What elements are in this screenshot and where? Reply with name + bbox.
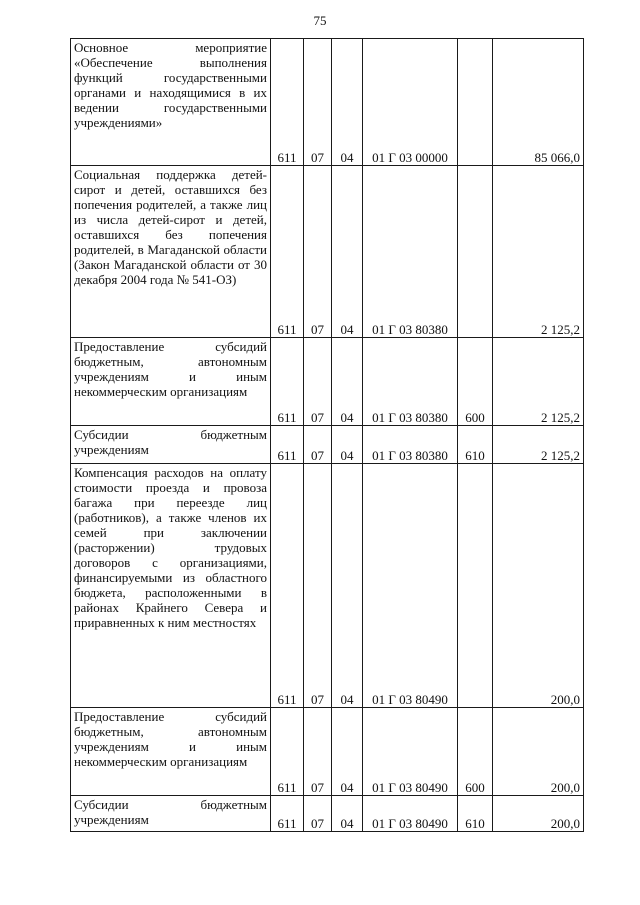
target-code: 01 Г 03 80490 bbox=[363, 464, 458, 708]
subsection-code: 04 bbox=[332, 338, 363, 426]
expense-type-code bbox=[458, 39, 493, 166]
budget-table bbox=[70, 38, 584, 832]
section-code: 07 bbox=[304, 39, 332, 166]
table-row bbox=[71, 39, 584, 166]
amount: 2 125,2 bbox=[493, 338, 584, 426]
ministry-code: 611 bbox=[271, 166, 304, 338]
table-row bbox=[71, 338, 584, 426]
ministry-code: 611 bbox=[271, 464, 304, 708]
subsection-code: 04 bbox=[332, 166, 363, 338]
row-name: Компенсация расходов на оплату стоимости проезда и провоза багажа при переезде лиц (работников), а также членов их семей при заключении (расторжении) трудовых договоров с организациями, финансируемыми из областного бюджета, расположенными в районах Крайнего Севера и приравненных к ним местностях bbox=[71, 464, 271, 708]
target-code: 01 Г 03 80380 bbox=[363, 166, 458, 338]
target-code: 01 Г 03 80380 bbox=[363, 338, 458, 426]
table-row bbox=[71, 166, 584, 338]
table-row bbox=[71, 464, 584, 708]
section-code: 07 bbox=[304, 338, 332, 426]
target-code: 01 Г 03 80380 bbox=[363, 426, 458, 464]
ministry-code: 611 bbox=[271, 39, 304, 166]
ministry-code: 611 bbox=[271, 338, 304, 426]
amount: 85 066,0 bbox=[493, 39, 584, 166]
row-name: Социальная поддержка детей-сирот и детей, оставшихся без попечения родителей, а также лиц из числа детей-сирот и детей, оставшихся без попечения родителей, в Магаданской области (Закон Магаданской области от 30 декабря 2004 года № 541-ОЗ) bbox=[71, 166, 271, 338]
target-code: 01 Г 03 80490 bbox=[363, 796, 458, 832]
ministry-code: 611 bbox=[271, 426, 304, 464]
expense-type-code: 600 bbox=[458, 708, 493, 796]
subsection-code: 04 bbox=[332, 39, 363, 166]
section-code: 07 bbox=[304, 426, 332, 464]
table-row bbox=[71, 796, 584, 832]
row-name: Предоставление субсидий бюджетным, автономным учреждениям и иным некоммерческим организациям bbox=[71, 708, 271, 796]
expense-type-code bbox=[458, 464, 493, 708]
expense-type-code bbox=[458, 166, 493, 338]
expense-type-code: 600 bbox=[458, 338, 493, 426]
amount: 200,0 bbox=[493, 796, 584, 832]
subsection-code: 04 bbox=[332, 426, 363, 464]
target-code: 01 Г 03 80490 bbox=[363, 708, 458, 796]
amount: 200,0 bbox=[493, 708, 584, 796]
page-number: 75 bbox=[313, 13, 327, 28]
table-row bbox=[71, 708, 584, 796]
row-name: Субсидии бюджетным учреждениям bbox=[71, 796, 271, 832]
target-code: 01 Г 03 00000 bbox=[363, 39, 458, 166]
table-row bbox=[71, 426, 584, 464]
expense-type-code: 610 bbox=[458, 796, 493, 832]
row-name: Субсидии бюджетным учреждениям bbox=[71, 426, 271, 464]
section-code: 07 bbox=[304, 166, 332, 338]
ministry-code: 611 bbox=[271, 708, 304, 796]
subsection-code: 04 bbox=[332, 708, 363, 796]
section-code: 07 bbox=[304, 796, 332, 832]
section-code: 07 bbox=[304, 708, 332, 796]
amount: 2 125,2 bbox=[493, 166, 584, 338]
expense-type-code: 610 bbox=[458, 426, 493, 464]
ministry-code: 611 bbox=[271, 796, 304, 832]
row-name: Предоставление субсидий бюджетным, автономным учреждениям и иным некоммерческим организациям bbox=[71, 338, 271, 426]
amount: 200,0 bbox=[493, 464, 584, 708]
subsection-code: 04 bbox=[332, 796, 363, 832]
amount: 2 125,2 bbox=[493, 426, 584, 464]
section-code: 07 bbox=[304, 464, 332, 708]
subsection-code: 04 bbox=[332, 464, 363, 708]
row-name: Основное мероприятие «Обеспечение выполнения функций государственными органами и находящимися в их ведении государственными учреждениями» bbox=[71, 39, 271, 166]
